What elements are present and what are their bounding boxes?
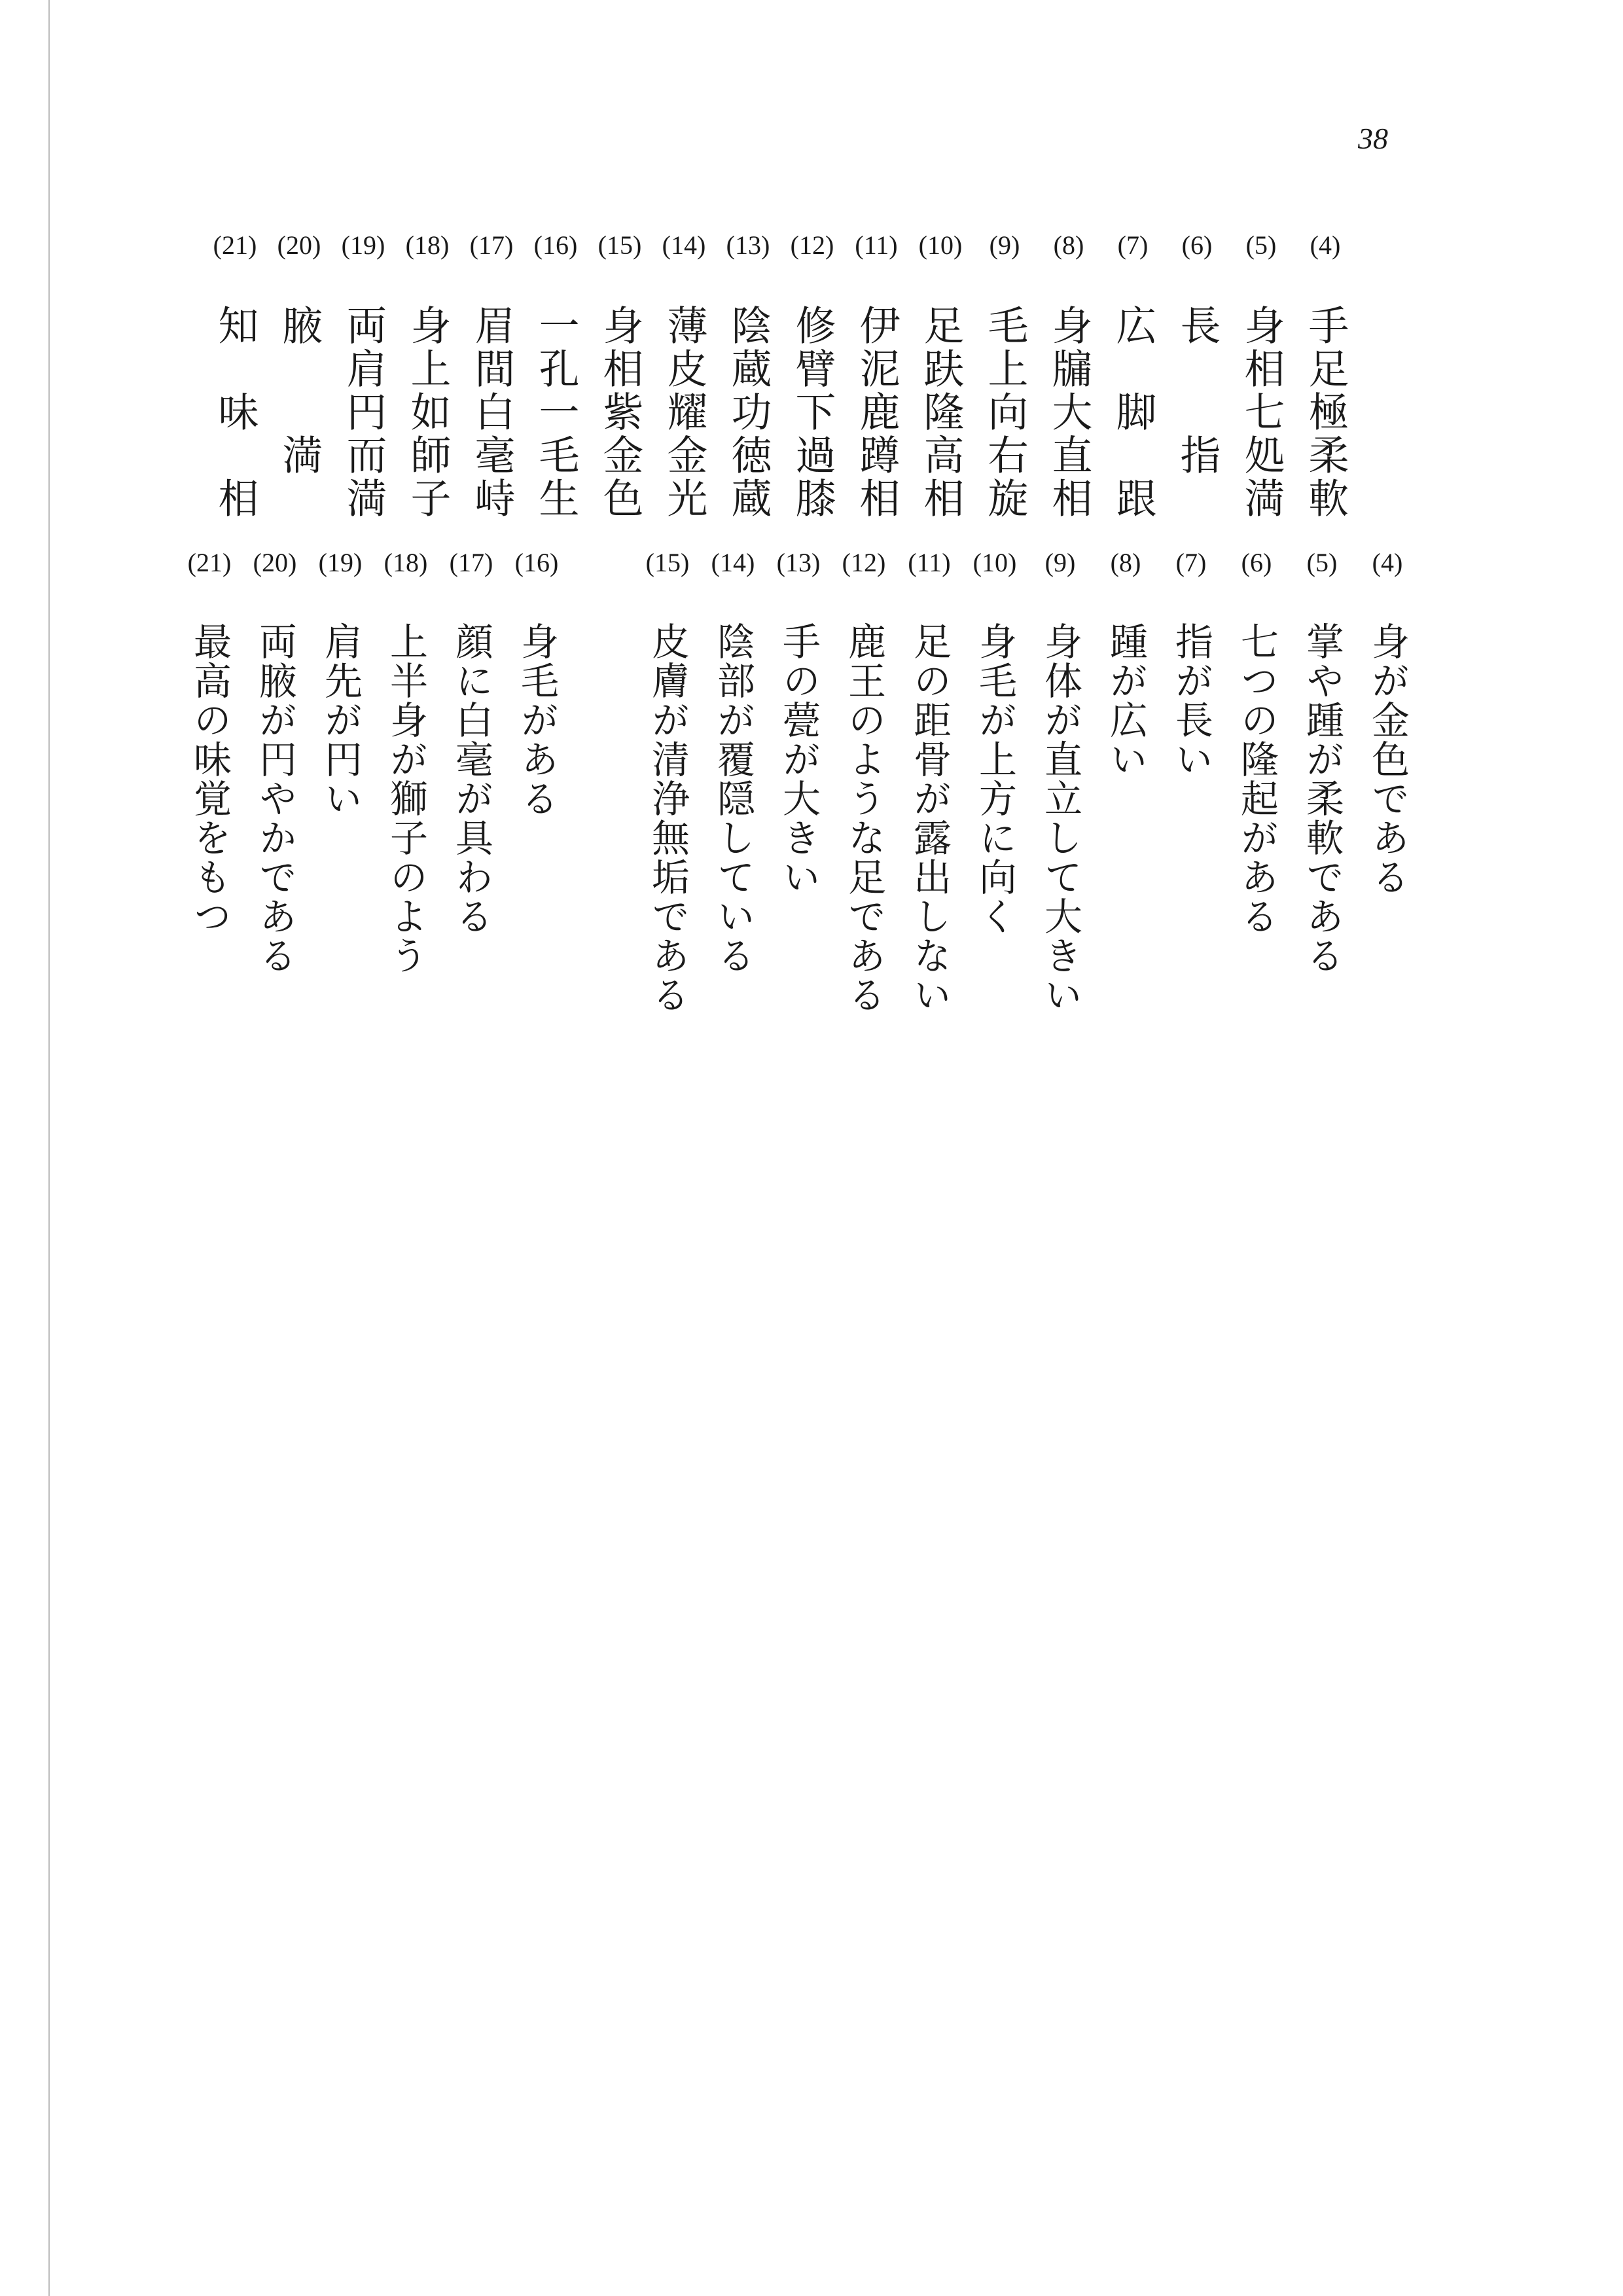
entry-text: 踵が広い: [1103, 622, 1148, 779]
entry-text: 陰部が覆隠している: [711, 622, 755, 975]
margin-line: [48, 0, 50, 2296]
block2-entry: [442, 550, 501, 936]
block1-entry: [719, 232, 777, 520]
entry-text: 足の距骨が露出しない: [907, 622, 952, 1014]
entry-text: 身上如師子: [404, 304, 452, 520]
entry-number: (16): [514, 548, 559, 577]
entry-text: 長 指: [1173, 304, 1221, 477]
entry-number: (15): [597, 230, 642, 260]
block2-entry: [769, 550, 828, 897]
entry-text: 身牖大直相: [1045, 304, 1093, 520]
block2-entry: [704, 550, 762, 975]
entry-text: 身相七処満: [1238, 304, 1285, 520]
entry-text: 手の甍が大きい: [776, 622, 821, 897]
entry-text: 広 脚 跟: [1109, 304, 1157, 520]
entry-number: (10): [972, 548, 1017, 577]
block1-entry: [1103, 232, 1162, 520]
entry-number: (13): [776, 548, 821, 577]
entry-text: 知 味 相: [211, 304, 259, 520]
entry-text: 上半身が獅子のよう: [383, 622, 428, 975]
block2-entry: [834, 550, 893, 1014]
entry-number: (14): [662, 230, 706, 260]
block2-entry: [245, 550, 304, 975]
block1-entry: [783, 232, 842, 520]
block2-entry: [507, 550, 566, 818]
entry-text: 肩先が円い: [318, 622, 363, 818]
entry-number: (7): [1175, 548, 1207, 577]
entry-text: 身毛が上方に向く: [972, 622, 1017, 936]
entry-number: (6): [1181, 230, 1213, 260]
entry-text: 毛上向右旋: [981, 304, 1029, 520]
block1-entry: [462, 232, 521, 520]
entry-number: (21): [213, 230, 257, 260]
entry-text: 一孔一毛生: [532, 304, 580, 520]
block1-entry: [654, 232, 713, 520]
entry-number: (17): [469, 230, 514, 260]
entry-text: 鹿王のような足である: [842, 622, 886, 1014]
block1-entry: [975, 232, 1034, 520]
entry-text: 足趺隆高相: [917, 304, 965, 520]
entry-text: 伊泥鹿蹲相: [853, 304, 901, 520]
block1-entry: [526, 232, 585, 520]
entry-text: 皮膚が清浄無垢である: [645, 622, 690, 1014]
block1-entry: [590, 232, 649, 520]
entry-text: 腋 満: [276, 304, 323, 477]
entry-number: (9): [989, 230, 1020, 260]
entry-text: 陰蔵功徳蔵: [724, 304, 772, 520]
entry-number: (10): [918, 230, 963, 260]
entry-text: 身体が直立して大きい: [1038, 622, 1082, 1014]
block2-entry: [311, 550, 370, 818]
entry-number: (15): [645, 548, 690, 577]
block2-entry: [1096, 550, 1155, 779]
page-number: 38: [1358, 122, 1388, 155]
block2-entry: [180, 550, 239, 936]
entry-number: (8): [1110, 548, 1141, 577]
entry-text: 掌や踵が柔軟である: [1300, 622, 1344, 975]
entry-number: (11): [855, 230, 898, 260]
entry-text: 薄皮耀金光: [660, 304, 708, 520]
block1-entry: [1296, 232, 1355, 520]
entry-text: 指が長い: [1169, 622, 1213, 779]
entry-text: 身が金色である: [1365, 622, 1410, 897]
entry-number: (19): [341, 230, 385, 260]
entry-text: 七つの隆起がある: [1234, 622, 1279, 936]
block2-entry: [1358, 550, 1417, 897]
entry-number: (20): [253, 548, 297, 577]
block1-entry: [847, 232, 906, 520]
block1-entry: [270, 232, 329, 477]
entry-number: (5): [1306, 548, 1338, 577]
entry-number: (20): [277, 230, 321, 260]
block2-entry: [1031, 550, 1090, 1014]
entry-text: 顔に白毫が具わる: [449, 622, 493, 936]
entry-number: (13): [726, 230, 770, 260]
entry-text: 修臂下過膝: [789, 304, 836, 520]
entry-number: (9): [1044, 548, 1076, 577]
block1-entry: [398, 232, 457, 520]
block1-entry: [1232, 232, 1291, 520]
entry-text: 両肩円而満: [340, 304, 387, 520]
entry-number: (12): [790, 230, 834, 260]
entry-number: (7): [1117, 230, 1149, 260]
block1-entry: [1168, 232, 1226, 477]
block2-entry: [638, 550, 697, 1014]
entry-number: (4): [1310, 230, 1341, 260]
entry-number: (14): [711, 548, 755, 577]
entry-number: (19): [318, 548, 363, 577]
entry-text: 眉間白毫峙: [468, 304, 516, 520]
block1-entry: [911, 232, 970, 520]
entry-number: (11): [908, 548, 951, 577]
block1-entry: [1039, 232, 1098, 520]
entry-text: 身相紫金色: [596, 304, 644, 520]
block2-entry: [965, 550, 1024, 936]
entry-number: (4): [1372, 548, 1403, 577]
entry-number: (18): [383, 548, 428, 577]
entry-number: (8): [1053, 230, 1084, 260]
entry-text: 両腋が円やかである: [253, 622, 297, 975]
block2-entry: [376, 550, 435, 975]
entry-number: (21): [187, 548, 232, 577]
entry-text: 最高の味覚をもつ: [187, 622, 232, 936]
entry-text: 手足極柔軟: [1302, 304, 1349, 520]
entry-number: (6): [1241, 548, 1272, 577]
entry-number: (17): [449, 548, 493, 577]
block2-entry: [1293, 550, 1351, 975]
block2-entry: [1227, 550, 1286, 936]
block1-entry: [334, 232, 393, 520]
block1-entry: [205, 232, 264, 520]
entry-number: (18): [405, 230, 450, 260]
entry-number: (12): [842, 548, 886, 577]
entry-number: (5): [1245, 230, 1277, 260]
block2-entry: [1162, 550, 1221, 779]
block2-entry: [900, 550, 959, 1014]
entry-text: 身毛がある: [514, 622, 559, 818]
entry-number: (16): [533, 230, 578, 260]
